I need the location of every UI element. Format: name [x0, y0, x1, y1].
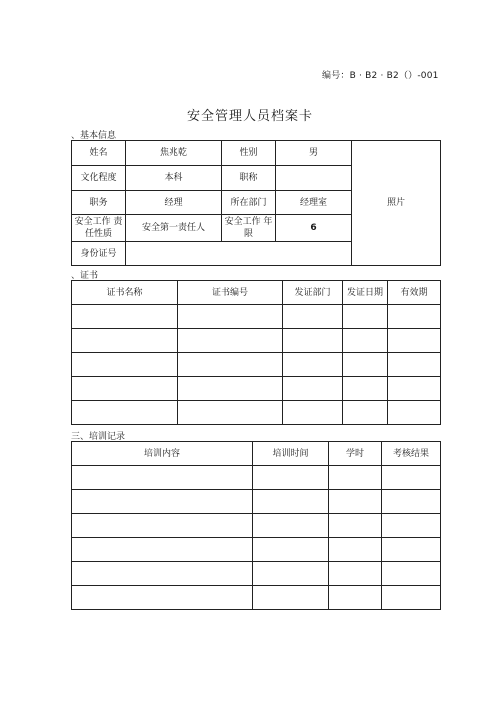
- table-row: [72, 562, 441, 586]
- table-cell: [382, 562, 441, 586]
- table-row: [72, 586, 441, 610]
- table-cell: [178, 377, 283, 401]
- position-label: 职务: [72, 191, 126, 215]
- table-cell: [343, 353, 388, 377]
- table-cell: [72, 586, 253, 610]
- table-cell: [253, 514, 329, 538]
- id-number-label: 身份证号: [72, 242, 126, 266]
- table-cell: [343, 305, 388, 329]
- table-cell: [72, 466, 253, 490]
- table-cell: [253, 538, 329, 562]
- name-label: 姓名: [72, 141, 126, 166]
- table-row: [72, 353, 441, 377]
- table-row: [72, 514, 441, 538]
- table-row: [72, 377, 441, 401]
- training-header-time: 培训时间: [253, 442, 329, 466]
- document-title: 安全管理人员档案卡: [186, 109, 313, 124]
- table-cell: [72, 353, 178, 377]
- table-cell: [178, 305, 283, 329]
- table-cell: [329, 490, 382, 514]
- table-cell: [329, 586, 382, 610]
- table-cell: [178, 401, 283, 425]
- table-cell: [253, 490, 329, 514]
- safety-years-label: 安全工作 年限: [222, 215, 276, 242]
- education-value: 本科: [126, 166, 222, 191]
- table-cell: [253, 466, 329, 490]
- name-value: 焦兆乾: [126, 141, 222, 166]
- table-cell: [72, 514, 253, 538]
- table-cell: [382, 490, 441, 514]
- table-cell: [283, 401, 343, 425]
- table-cell: [283, 377, 343, 401]
- table-cell: [329, 514, 382, 538]
- table-row: [72, 490, 441, 514]
- table-cell: [253, 562, 329, 586]
- position-value: 经理: [126, 191, 222, 215]
- cert-header-name: 证书名称: [72, 281, 178, 305]
- training-header-result: 考核结果: [382, 442, 441, 466]
- table-cell: [329, 562, 382, 586]
- table-cell: [343, 329, 388, 353]
- table-cell: [283, 305, 343, 329]
- cert-header-issuer: 发证部门: [283, 281, 343, 305]
- cert-header-validity: 有效期: [388, 281, 441, 305]
- certificates-heading: 、证书: [71, 271, 99, 281]
- basic-info-table: [71, 140, 441, 266]
- id-number-value: [126, 242, 352, 266]
- table-row: [72, 329, 441, 353]
- table-cell: [72, 490, 253, 514]
- training-table: [71, 441, 441, 610]
- gender-label: 性别: [222, 141, 276, 166]
- training-header-content: 培训内容: [72, 442, 253, 466]
- table-cell: [388, 305, 441, 329]
- table-cell: [178, 329, 283, 353]
- training-heading: 三、培训记录: [71, 432, 126, 442]
- table-cell: [343, 377, 388, 401]
- table-cell: [72, 538, 253, 562]
- training-header-hours: 学时: [329, 442, 382, 466]
- table-cell: [72, 562, 253, 586]
- department-label: 所在部门: [222, 191, 276, 215]
- table-cell: [382, 586, 441, 610]
- duty-nature-label: 安全工作 责任性质: [72, 215, 126, 242]
- document-code: 编号：B · B2 · B2（）-001: [322, 71, 439, 81]
- table-cell: [178, 353, 283, 377]
- table-cell: [388, 329, 441, 353]
- table-cell: [72, 377, 178, 401]
- education-label: 文化程度: [72, 166, 126, 191]
- table-cell: [388, 377, 441, 401]
- table-row: [72, 538, 441, 562]
- table-row: [72, 305, 441, 329]
- table-cell: [72, 329, 178, 353]
- gender-value: 男: [276, 141, 352, 166]
- table-cell: [329, 538, 382, 562]
- cert-header-date: 发证日期: [343, 281, 388, 305]
- department-value: 经理室: [276, 191, 352, 215]
- table-cell: [329, 466, 382, 490]
- table-cell: [343, 401, 388, 425]
- table-cell: [388, 401, 441, 425]
- table-cell: [253, 586, 329, 610]
- duty-nature-value: 安全第一责任人: [126, 215, 222, 242]
- table-row: [72, 401, 441, 425]
- cert-header-number: 证书编号: [178, 281, 283, 305]
- basic-info-heading: 、基本信息: [71, 131, 117, 141]
- table-cell: [382, 514, 441, 538]
- table-cell: [72, 305, 178, 329]
- table-row: [72, 466, 441, 490]
- job-title-label: 职称: [222, 166, 276, 191]
- certificates-table: [71, 280, 441, 425]
- table-cell: [72, 401, 178, 425]
- photo-cell: 照片: [352, 141, 441, 266]
- table-cell: [388, 353, 441, 377]
- safety-years-value: 6: [276, 215, 352, 242]
- table-cell: [283, 329, 343, 353]
- table-cell: [382, 466, 441, 490]
- table-cell: [283, 353, 343, 377]
- table-cell: [382, 538, 441, 562]
- job-title-value: [276, 166, 352, 191]
